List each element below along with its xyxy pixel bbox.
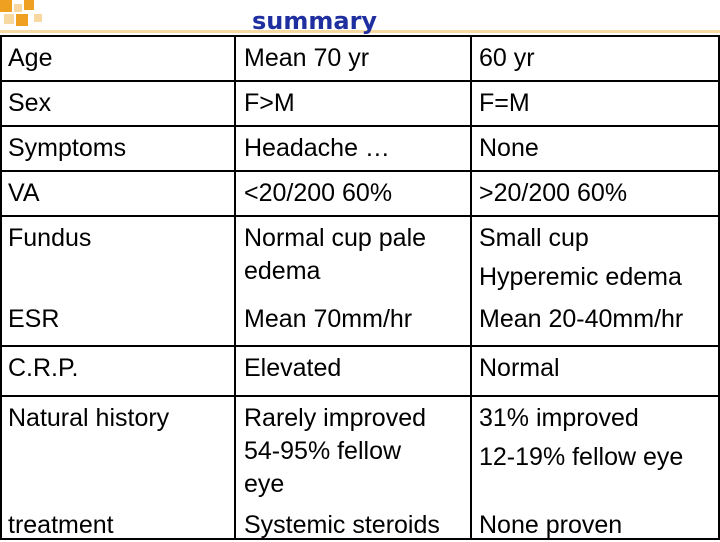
row-label: C.R.P. bbox=[8, 354, 79, 382]
table-cell: None proven bbox=[479, 511, 623, 539]
table-cell: eye bbox=[244, 470, 285, 498]
corner-decoration bbox=[0, 0, 60, 30]
column-divider bbox=[470, 35, 472, 540]
table-cell: None bbox=[479, 134, 539, 162]
column-divider bbox=[234, 35, 236, 540]
table-cell: 12-19% fellow eye bbox=[479, 443, 684, 471]
row-label: Sex bbox=[8, 89, 52, 117]
table-cell: <20/200 60% bbox=[244, 179, 393, 207]
row-label: Symptoms bbox=[8, 134, 127, 162]
table-cell: edema bbox=[244, 257, 321, 285]
row-label: treatment bbox=[8, 511, 114, 539]
table-cell: Normal cup pale bbox=[244, 224, 427, 252]
table-cell: Normal bbox=[479, 354, 560, 382]
table-cell: Hyperemic edema bbox=[479, 263, 682, 291]
table-cell: 60 yr bbox=[479, 44, 535, 72]
slide-title: summary bbox=[252, 7, 378, 35]
table-cell: Small cup bbox=[479, 224, 589, 252]
row-divider bbox=[0, 125, 720, 127]
row-divider bbox=[0, 215, 720, 217]
row-divider bbox=[0, 395, 720, 397]
row-label: Natural history bbox=[8, 404, 170, 432]
row-divider bbox=[0, 80, 720, 82]
row-label: VA bbox=[8, 179, 40, 207]
row-divider bbox=[0, 35, 720, 37]
table-cell: Mean 70mm/hr bbox=[244, 305, 413, 333]
table-border-left bbox=[0, 35, 2, 540]
table-cell: Mean 20-40mm/hr bbox=[479, 305, 684, 333]
table-cell: 31% improved bbox=[479, 404, 639, 432]
row-label: Fundus bbox=[8, 224, 92, 252]
table-cell: Rarely improved bbox=[244, 404, 427, 432]
table-cell: F=M bbox=[479, 89, 530, 117]
row-label: ESR bbox=[8, 305, 60, 333]
table-cell: 54-95% fellow bbox=[244, 437, 402, 465]
row-label: Age bbox=[8, 44, 53, 72]
table-cell: Systemic steroids bbox=[244, 511, 440, 539]
table-cell: F>M bbox=[244, 89, 295, 117]
table-cell: >20/200 60% bbox=[479, 179, 628, 207]
row-divider bbox=[0, 345, 720, 347]
table-cell: Mean 70 yr bbox=[244, 44, 370, 72]
table-cell: Headache … bbox=[244, 134, 390, 162]
row-divider bbox=[0, 170, 720, 172]
table-cell: Elevated bbox=[244, 354, 342, 382]
